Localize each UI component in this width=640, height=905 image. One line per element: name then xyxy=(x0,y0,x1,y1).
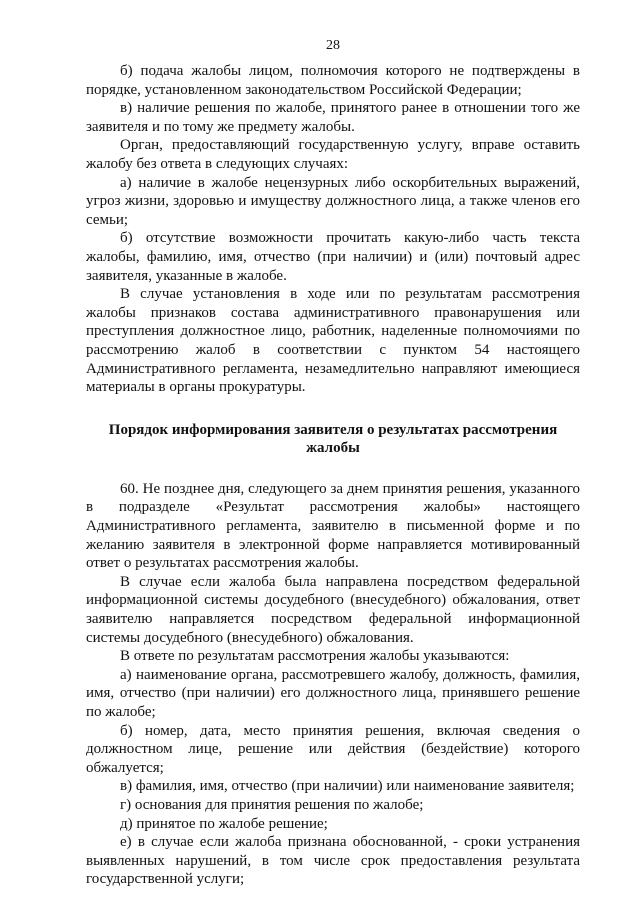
paragraph: В случае если жалоба была направлена посредством федеральной информационной системы досудебного (внесудебного) обжалования, ответ заявителю направляется посредством федеральной информационной системы досудебного (внесудебного) обжалования. xyxy=(86,573,580,646)
paragraph: 60. Не позднее дня, следующего за днем принятия решения, указанного в подразделе «Результат рассмотрения жалобы» настоящего Административного регламента, заявителю в письменной форме и по желанию заявителя в электронной форме направляется мотивированный ответ о результатах рассмотрения жалобы. xyxy=(86,480,580,572)
document-body xyxy=(86,62,580,889)
paragraph: Орган, предоставляющий государственную услугу, вправе оставить жалобу без ответа в следующих случаях: xyxy=(86,137,580,172)
paragraph: в) наличие решения по жалобе, принятого ранее в отношении того же заявителя и по тому же предмету жалобы. xyxy=(86,100,580,135)
section-heading: Порядок информирования заявителя о результатах рассмотрения жалобы xyxy=(108,421,558,457)
paragraph: В случае установления в ходе или по результатам рассмотрения жалобы признаков состава административного правонарушения или преступления должностное лицо, работник, наделенные полномочиями по рассмотрению жалоб в соответствии с пунктом 54 настоящего Административного регламента, незамедлительно направляют имеющиеся материалы в органы прокуратуры. xyxy=(86,286,580,396)
paragraph: б) номер, дата, место принятия решения, включая сведения о должностном лице, решение или действия (бездействие) которого обжалуется; xyxy=(86,722,580,776)
page-number: 28 xyxy=(326,38,340,53)
paragraph: д) принятое по жалобе решение; xyxy=(120,815,328,832)
paragraph: В ответе по результатам рассмотрения жалобы указываются: xyxy=(120,648,510,665)
paragraph: а) наименование органа, рассмотревшего жалобу, должность, фамилия, имя, отчество (при наличии) его должностного лица, принявшего решение по жалобе; xyxy=(86,666,580,720)
paragraph: в) фамилия, имя, отчество (при наличии) или наименование заявителя; xyxy=(120,778,575,795)
paragraph: г) основания для принятия решения по жалобе; xyxy=(120,796,424,813)
paragraph: а) наличие в жалобе нецензурных либо оскорбительных выражений, угроз жизни, здоровью и имуществу должностного лица, а также членов его семьи; xyxy=(86,174,580,228)
paragraph: б) подача жалобы лицом, полномочия которого не подтверждены в порядке, установленном законодательством Российской Федерации; xyxy=(86,63,580,98)
paragraph: б) отсутствие возможности прочитать какую-либо часть текста жалобы, фамилию, имя, отчество (при наличии) и (или) почтовый адрес заявителя, указанные в жалобе. xyxy=(86,230,580,284)
paragraph: е) в случае если жалоба признана обоснованной, - сроки устранения выявленных нарушений, в том числе срок предоставления результата государственной услуги; xyxy=(86,834,580,888)
